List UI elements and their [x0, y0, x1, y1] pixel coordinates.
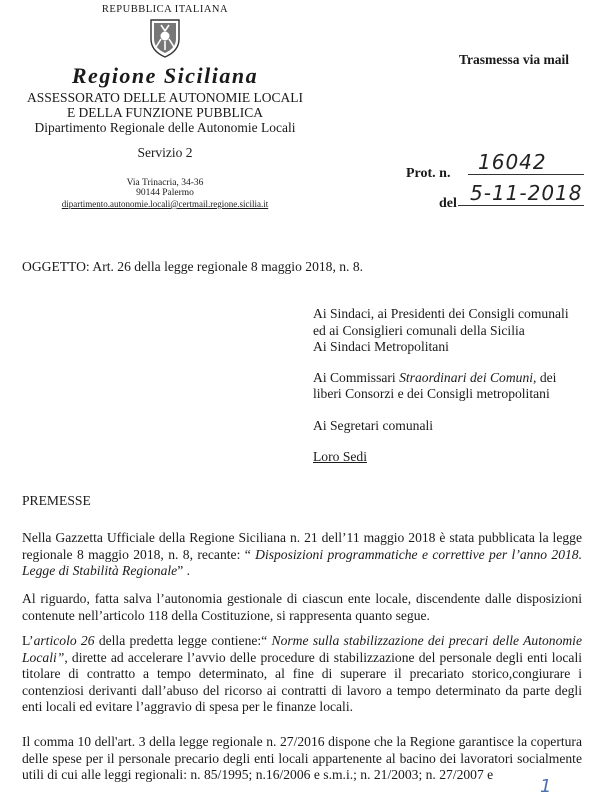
recipient-line: Ai Segretari comunali: [313, 417, 434, 433]
subject-line: [22, 259, 582, 276]
protocol-number: 16042: [468, 150, 584, 175]
paragraph-2: Al riguardo, fatta salva l’autonomia gestionale di ciascun ente locale, discendente dalle disposizioni contenute nell’articolo 118 della Costituzione, si rappresenta quanto segue.: [22, 591, 582, 623]
assessorato-line-1: ASSESSORATO DELLE AUTONOMIE LOCALI: [27, 90, 303, 105]
protocol-date: 5-11-2018: [458, 181, 584, 206]
paragraph-3: L’articolo 26 della predetta legge contiene:“ Norme sulla stabilizzazione dei precari delle Autonomie Locali”, dirette ad accelerare l’avvio delle procedure di stabilizzazione del personale degli enti locali titolare di contratto a tempo determinato, al fine di superare il precariato storico,congiurare i contenziosi derivanti dall’abuso del ricorso ai contratti di lavoro a tempo determinato da parte degli enti locali ed evitare l’aggravio di spesa per le finanze locali.: [22, 633, 582, 714]
paragraph-4: Il comma 10 dell'art. 3 della legge regionale n. 27/2016 dispone che la Regione garantisce la copertura delle spese per il personale precario degli enti locali appartenente al bacino dei lavoratori socialmente utili di cui alle leggi regionali: n. 85/1995; n.16/2006 e s.m.i.; n. 21/2003; n. 27/2007 e: [22, 734, 582, 782]
recipient-closing: Loro Sedi: [313, 449, 367, 464]
section-heading-premesse: PREMESSE: [22, 493, 91, 508]
department-name: Dipartimento Regionale delle Autonomie Locali: [34, 120, 296, 135]
email-address: dipartimento.autonomie.locali@certmail.regione.sicilia.it: [61, 199, 269, 209]
recipient-line: Ai Commissari Straordinari dei Comuni, dei: [313, 369, 557, 385]
recipients-block: [313, 306, 593, 466]
region-title: Regione Siciliana: [71, 63, 259, 88]
address-line-2: 90144 Palermo: [136, 188, 194, 198]
subject-label: OGGETTO:: [22, 259, 90, 274]
recipient-line: Ai Sindaci Metropolitani: [313, 339, 449, 354]
protocol-label: Prot. n.: [406, 166, 451, 181]
transmission-note: Trasmessa via mail: [459, 52, 569, 67]
assessorato-line-2: E DELLA FUNZIONE PUBBLICA: [66, 105, 264, 120]
recipient-line: liberi Consorzi e dei Consigli metropolitani: [313, 386, 550, 401]
subject-text: Art. 26 della legge regionale 8 maggio 2018, n. 8.: [92, 259, 364, 274]
date-label: del: [439, 196, 457, 211]
paragraph-1: Nella Gazzetta Ufficiale della Regione Siciliana n. 21 dell’11 maggio 2018 è stata pubblicata la legge regionale 8 maggio 2018, n. 8, recante: “ Disposizioni programmatiche e correttive per l’anno 2018. Legge di Stabilità Regionale” .: [22, 530, 582, 578]
emblem-icon: [148, 17, 182, 59]
service-name: Servizio 2: [137, 145, 193, 160]
republic-label: REPUBBLICA ITALIANA: [101, 4, 229, 15]
recipient-line: ed ai Consiglieri comunali della Sicilia: [313, 322, 525, 338]
page-mark: 1: [540, 776, 553, 797]
address-line-1: Via Trinacria, 34-36: [126, 178, 204, 188]
recipient-line: Ai Sindaci, ai Presidenti dei Consigli comunali: [313, 306, 569, 321]
letterhead: [20, 4, 310, 209]
